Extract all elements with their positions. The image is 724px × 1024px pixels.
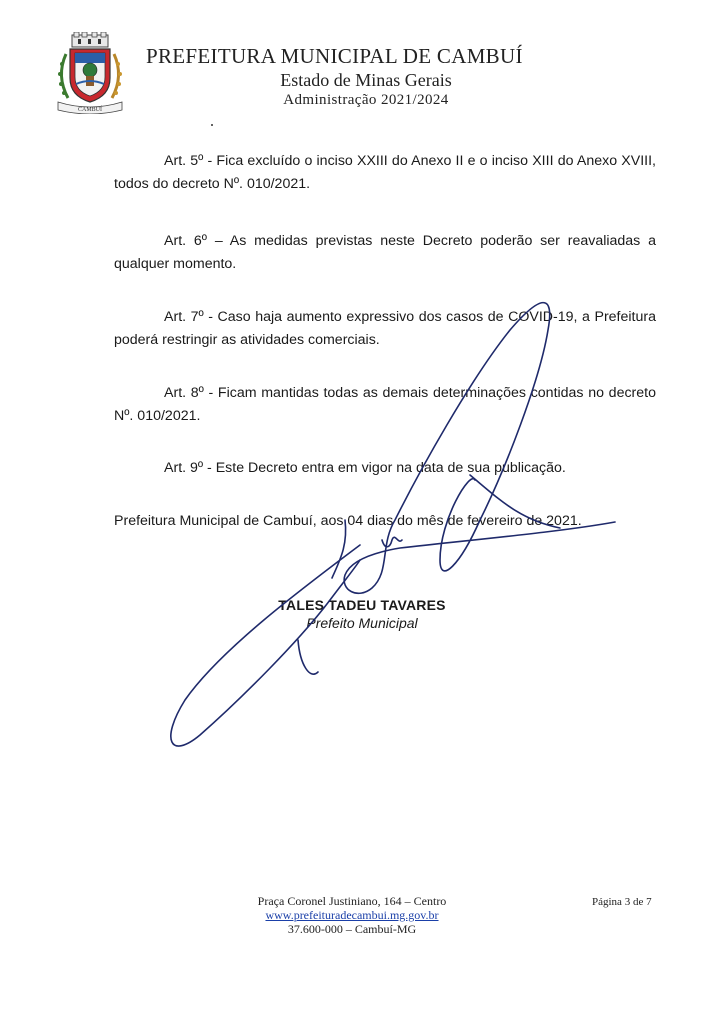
footer-website-link[interactable]: www.prefeituradecambui.mg.gov.br <box>265 908 439 922</box>
signer-role: Prefeito Municipal <box>306 615 418 631</box>
closing-date-line: Prefeitura Municipal de Cambuí, aos 04 dias do mês de fevereiro de 2021. <box>114 513 582 529</box>
municipality-title: PREFEITURA MUNICIPAL DE CAMBUÍ <box>146 44 523 68</box>
municipal-crest-logo <box>52 32 128 114</box>
article-6: Art. 6º – As medidas previstas neste Decreto poderão ser reavaliadas a qualquer momento. <box>114 233 656 272</box>
footer-address: Praça Coronel Justiniano, 164 – Centro <box>257 894 447 908</box>
footer-postal-code: 37.600-000 – Cambuí-MG <box>287 922 417 936</box>
administration-period: Administração 2021/2024 <box>283 92 449 108</box>
article-8: Art. 8º - Ficam mantidas todas as demais determinações contidas no decreto Nº. 010/2021. <box>114 385 656 424</box>
article-7: Art. 7º - Caso haja aumento expressivo dos casos de COVID-19, a Prefeitura poderá restringir as atividades comerciais. <box>114 309 656 348</box>
state-name: Estado de Minas Gerais <box>280 70 452 90</box>
page-number: Página 3 de 7 <box>592 896 652 908</box>
article-5: Art. 5º - Fica excluído o inciso XXIII do Anexo II e o inciso XIII do Anexo XVIII, todos do decreto Nº. 010/2021. <box>114 153 656 192</box>
article-9: Art. 9º - Este Decreto entra em vigor na data de sua publicação. <box>164 460 566 476</box>
stray-mark <box>211 124 213 126</box>
svg-text:CAMBUÍ: CAMBUÍ <box>77 107 103 113</box>
signer-name: TALES TADEU TAVARES <box>278 597 446 613</box>
